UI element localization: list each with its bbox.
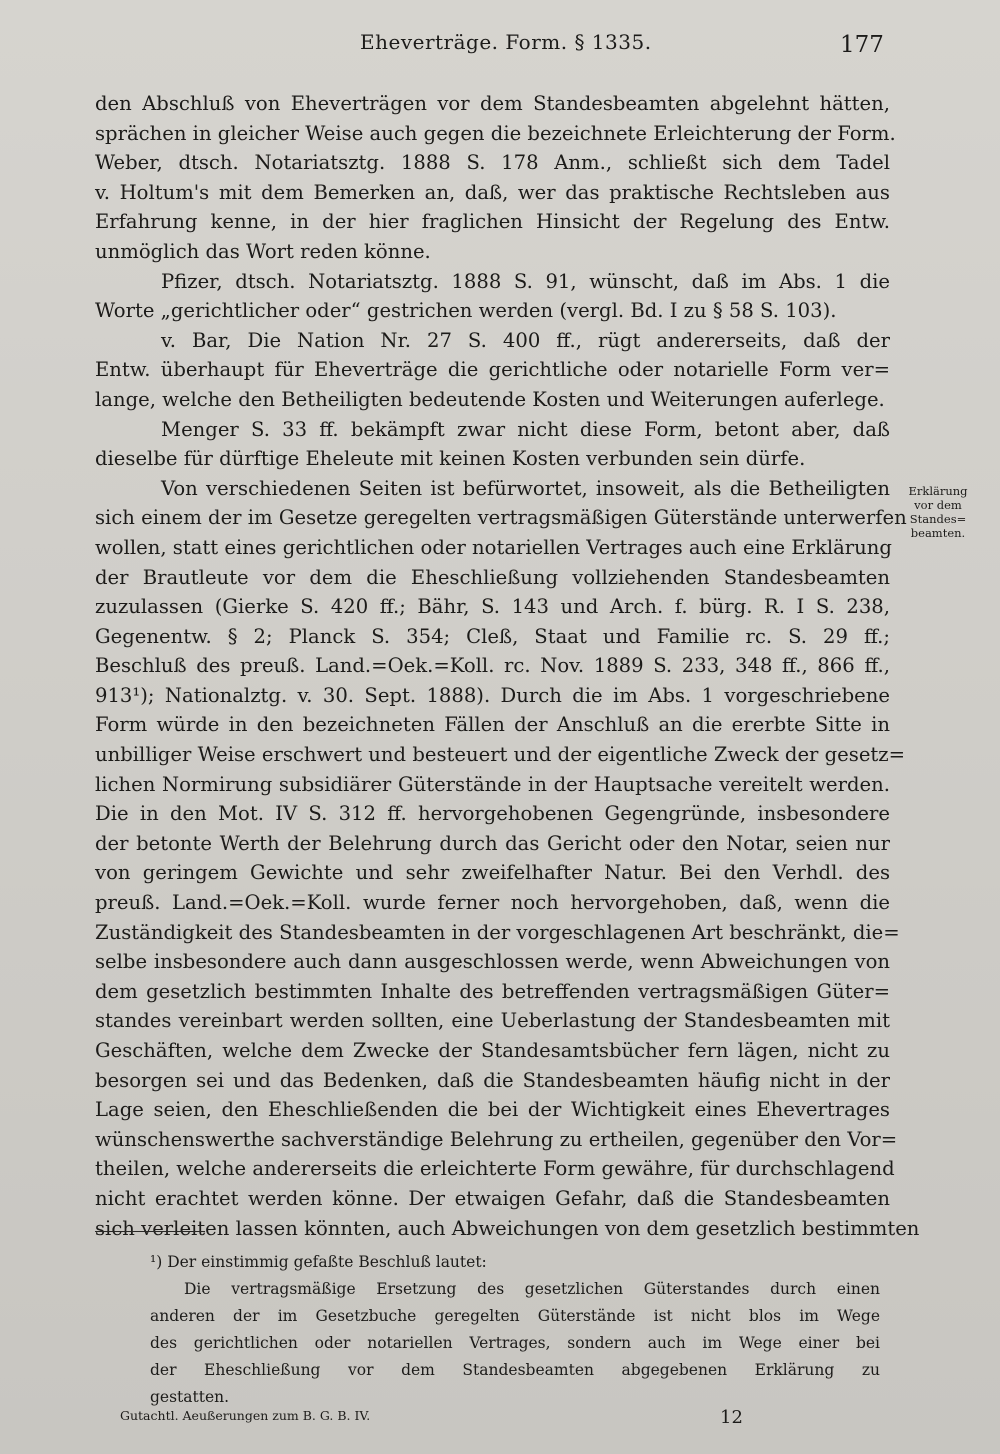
text-line: Weber, dtsch. Notariatsztg. 1888 S. 178 Anm., schließt sich dem Tadel [95,151,890,175]
text-line: Zuständigkeit des Standesbeamten in der vorgeschlagenen Art beschränkt, die= [95,920,900,944]
footnote-line: gestatten. [150,1388,230,1406]
text-line: sich einem der im Gesetze geregelten vertragsmäßigen Güterstände unterwerfen [95,506,907,530]
text-line: sich verleiten lassen könnten, auch Abweichungen von dem gesetzlich bestimmten [95,1216,920,1240]
text-line: besorgen sei und das Bedenken, daß die Standesbeamten häufig nicht in der [95,1068,890,1092]
text-line: Worte „gerichtlicher oder“ gestrichen werden (vergl. Bd. I zu § 58 S. 103). [95,299,837,323]
text-line: v. Holtum's mit dem Bemerken an, daß, wer das praktische Rechtsleben aus [95,180,890,204]
text-line: Erfahrung kenne, in der hier fraglichen Hinsicht der Regelung des Entw. [95,210,890,234]
text-line: Gegenentw. § 2; Planck S. 354; Cleß, Staat und Familie rc. S. 29 ff.; [95,624,890,648]
text-line: dem gesetzlich bestimmten Inhalte des betreffenden vertragsmäßigen Güter= [95,979,890,1003]
text-line: wollen, statt eines gerichtlichen oder notariellen Vertrages auch eine Erklärung [95,535,892,559]
text-line: lichen Normirung subsidiärer Güterstände in der Hauptsache vereitelt werden. [95,772,890,796]
footnote-line: Die vertragsmäßige Ersetzung des gesetzlichen Güterstandes durch einen [184,1280,880,1298]
text-line: sprächen in gleicher Weise auch gegen die bezeichnete Erleichterung der Form. [95,121,896,145]
text-line: der Brautleute vor dem die Eheschließung vollziehenden Standesbeamten [95,565,890,589]
footnote-line: ¹) Der einstimmig gefaßte Beschluß lautet: [150,1253,487,1271]
text-line: unbilliger Weise erschwert und besteuert und der eigentliche Zweck der gesetz= [95,743,906,767]
text-line: nicht erachtet werden könne. Der etwaigen Gefahr, daß die Standesbeamten [95,1186,890,1210]
text-line: den Abschluß von Eheverträgen vor dem Standesbeamten abgelehnt hätten, [95,92,890,115]
footnote-line: der Eheschließung vor dem Standesbeamten abgegebenen Erklärung zu [150,1361,880,1379]
text-line: Geschäften, welche dem Zwecke der Standesamtsbücher fern lägen, nicht zu [95,1039,890,1062]
footnote-separator [95,1231,205,1232]
margin-note: Erklärung vor dem Standes= beamten. [908,484,968,540]
text-line: Pfizer, dtsch. Notariatsztg. 1888 S. 91, wünscht, daß im Abs. 1 die [161,269,890,293]
text-line: Menger S. 33 ff. bekämpft zwar nicht diese Form, betont aber, daß [161,417,890,441]
text-line: zuzulassen (Gierke S. 420 ff.; Bähr, S. 143 und Arch. f. bürg. R. I S. 238, [95,595,890,619]
text-line: selbe insbesondere auch dann ausgeschlossen werde, wenn Abweichungen von [95,950,890,974]
text-line: Beschluß des preuß. Land.=Oek.=Koll. rc. Nov. 1889 S. 233, 348 ff., 866 ff., [95,654,890,678]
main-text [95,89,920,1243]
text-line: preuß. Land.=Oek.=Koll. wurde ferner noch hervorgehoben, daß, wenn die [95,891,890,915]
page-number: 177 [840,32,884,58]
text-line: lange, welche den Betheiligten bedeutende Kosten und Weiterungen auferlege. [95,387,885,411]
footnote-line: anderen der im Gesetzbuche geregelten Güterstände ist nicht blos im Wege [150,1307,880,1325]
text-line: 913¹); Nationalztg. v. 30. Sept. 1888). Durch die im Abs. 1 vorgeschriebene [95,683,890,707]
text-line: Form würde in den bezeichneten Fällen der Anschluß an die ererbte Sitte in [95,713,890,737]
text-line: v. Bar, Die Nation Nr. 27 S. 400 ff., rügt andererseits, daß der [161,328,890,352]
text-line: von geringem Gewichte und sehr zweifelhafter Natur. Bei den Verhdl. des [95,861,890,885]
text-line: theilen, welche andererseits die erleichterte Form gewähre, für durchschlagend [95,1157,895,1181]
footnote [150,1249,880,1411]
text-line: Lage seien, den Eheschließenden die bei der Wichtigkeit eines Ehevertrages [95,1098,890,1122]
sheet-number: 12 [720,1407,743,1428]
text-line: unmöglich das Wort reden könne. [95,239,431,263]
text-line: standes vereinbart werden sollten, eine Ueberlastung der Standesbeamten mit [95,1009,890,1033]
text-line: Entw. überhaupt für Eheverträge die gerichtliche oder notarielle Form ver= [95,358,890,382]
footnote-line: des gerichtlichen oder notariellen Vertrages, sondern auch im Wege einer bei [150,1334,880,1352]
text-line: Die in den Mot. IV S. 312 ff. hervorgehobenen Gegengründe, insbesondere [95,802,890,826]
text-line: Von verschiedenen Seiten ist befürwortet, insoweit, als die Betheiligten [161,476,890,500]
text-line: dieselbe für dürftige Eheleute mit keinen Kosten verbunden sein dürfe. [95,447,806,471]
text-line: wünschenswerthe sachverständige Belehrung zu ertheilen, gegenüber den Vor= [95,1127,898,1151]
running-header-title: Eheverträge. Form. § 1335. [360,30,652,54]
text-line: der betonte Werth der Belehrung durch das Gericht oder den Notar, seien nur [95,831,890,855]
printer-signature: Gutachtl. Aeußerungen zum B. G. B. IV. [120,1408,371,1423]
